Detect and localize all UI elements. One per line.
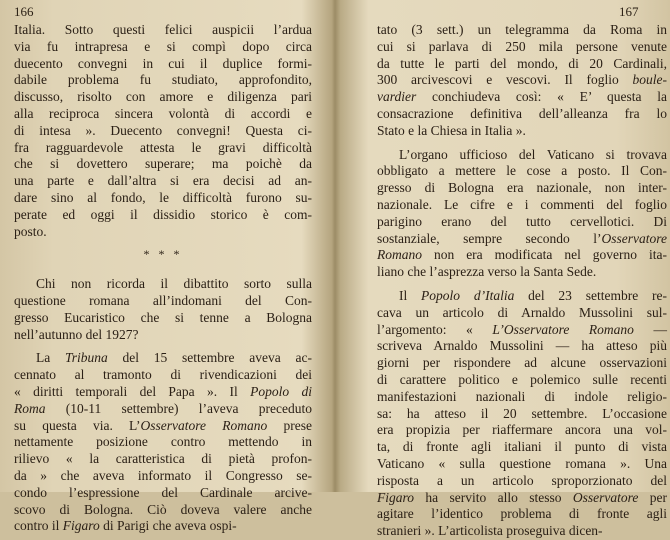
text-line [14, 468, 312, 485]
text-segment: rilievo « la caratteristica di pietà profon- [14, 451, 312, 467]
text-line [377, 123, 667, 140]
text-line: gresso Eucaristico che si tenne a Bologna [14, 309, 312, 325]
text-line [377, 305, 667, 322]
text-line [377, 89, 667, 106]
page-number: 167 [619, 4, 639, 19]
text-line [377, 197, 667, 214]
text-line [377, 247, 667, 264]
text-segment: da » che aveva informato il Congresso se- [14, 467, 312, 483]
text-line: alla reciproca sincera volontà di accordi e [14, 105, 312, 121]
text-line [377, 163, 667, 180]
text-segment: nettamente posizione contro mettendo in [14, 434, 312, 450]
right-page [338, 0, 670, 539]
text-segment: stranieri ». L’articolista proseguiva dicen- [377, 523, 603, 539]
text-segment: — [633, 321, 668, 337]
text-segment: Stato e la Chiesa in Italia ». [377, 122, 526, 138]
text-line [14, 434, 312, 451]
text-line [377, 56, 667, 73]
italic-segment: Popolo di [250, 383, 313, 399]
text-segment: 300 arcivescovi e vescovi. Il foglio [377, 72, 633, 88]
text-segment: agitare l’identico problema di fronte agli [377, 506, 667, 522]
text-segment: era propizia per riaffermare ancora una vol- [377, 422, 667, 438]
text-segment: cava un articolo di Arnaldo Mussolini sul- [377, 304, 667, 320]
italic-segment: vardier [377, 89, 417, 105]
text-line [377, 22, 667, 39]
italic-segment: Figaro [377, 489, 414, 505]
left-page [0, 0, 332, 534]
text-line [377, 523, 667, 540]
text-segment: liano che l’asprezza verso la Santa Sede. [377, 264, 597, 280]
text-segment: ha servito allo stesso [414, 489, 573, 505]
text-line [377, 473, 667, 490]
text-segment: Il [399, 287, 422, 303]
text-segment: (10-11 settembre) l’aveva preceduto [45, 400, 312, 416]
text-line [377, 389, 667, 406]
italic-segment: boule- [632, 72, 667, 88]
text-line [377, 72, 667, 89]
text-line [14, 418, 312, 435]
italic-segment: Romano [377, 247, 422, 263]
text-segment: non era modificata nel governo ita- [422, 247, 667, 263]
text-line: di intesa ». Duecento convegni! Questa ci- [14, 122, 312, 138]
text-line [377, 147, 667, 164]
text-line [14, 502, 312, 519]
text-line [14, 485, 312, 502]
text-line [377, 288, 667, 305]
italic-segment: Popolo d’Italia [421, 287, 515, 303]
text-line [377, 231, 667, 248]
text-segment: « diritti temporali del Papa ». Il [14, 383, 251, 399]
text-line [14, 350, 312, 367]
text-line: posto. [14, 223, 47, 239]
text-line: duecento convegni in cui il duplice formi- [14, 55, 312, 71]
text-segment: ta, di fronte agli italiani il punto di vista [377, 439, 667, 455]
text-line [377, 506, 667, 523]
text-line [377, 214, 667, 231]
text-segment: su questa via. L’ [14, 417, 141, 433]
text-segment: l’argomento: « [377, 321, 493, 337]
text-segment: per [638, 489, 667, 505]
text-segment: contro il [14, 518, 63, 534]
italic-segment: L’Osservatore Romano [492, 321, 634, 337]
text-line [377, 355, 667, 372]
text-segment: nazionale. Le cifre e i commenti del foglio [377, 196, 667, 212]
text-line [14, 451, 312, 468]
text-line [377, 490, 667, 507]
page-number: 166 [14, 4, 34, 19]
text-line [377, 338, 667, 355]
italic-segment: Osservatore Romano [140, 417, 268, 433]
text-line: dare sino al fondo, le difficoltà furono su- [14, 189, 312, 205]
text-segment: prese [267, 417, 312, 433]
text-line [377, 264, 667, 281]
text-line: via fu intrapresa e si compì dopo circa [14, 38, 312, 54]
text-line [377, 406, 667, 423]
text-segment: Vaticano « sulla questione romana ». Una [377, 455, 667, 471]
italic-segment: Osservatore [601, 230, 667, 246]
page-text [14, 22, 312, 535]
italic-segment: Figaro [62, 518, 100, 534]
paragraph [377, 22, 667, 140]
text-line: perate ed oggi il dissidio storico è com- [14, 206, 312, 222]
text-line: Chi non ricorda il dibattito sorto sulla [36, 276, 312, 292]
text-line [377, 322, 667, 339]
text-segment: condo l’espressione del Cardinale arcive- [14, 484, 312, 500]
text-segment: L’organo ufficioso del Vaticano si trovava [399, 146, 667, 162]
text-segment: sa: ha atteso il 20 settembre. L’occasione [377, 405, 667, 421]
text-segment: giorni per rispondere ad alcune osservazioni [377, 355, 667, 371]
text-line [377, 180, 667, 197]
text-line [377, 39, 667, 56]
text-line: dabile problema fu studiato, approfondito, [14, 72, 312, 88]
section-separator: * * * [143, 247, 183, 262]
text-segment: sostanziale, sempre secondo l’ [377, 230, 602, 246]
page-text [377, 22, 667, 540]
text-line [14, 384, 312, 401]
italic-segment: Roma [14, 400, 46, 416]
text-line [377, 422, 667, 439]
paragraph [14, 350, 312, 535]
text-segment: La [36, 350, 65, 366]
text-segment: tato (3 sett.) un telegramma da Roma in [377, 22, 667, 37]
text-segment: risposta a un articolo sproporzionato del [377, 472, 667, 488]
text-segment: scovo di Bologna. Ciò doveva valere anche [14, 501, 312, 517]
text-line: discusso, risolto con amore e diligenza pari [14, 89, 312, 105]
text-segment: di Parigi che aveva ospi- [99, 518, 237, 534]
text-line [14, 518, 312, 535]
paragraph [377, 147, 667, 281]
text-line: Italia. Sotto questi felici auspicii l’ardua [14, 22, 312, 37]
text-line: questione romana all’indomani del Con- [14, 292, 312, 308]
text-line [377, 439, 667, 456]
text-segment: manifestazioni nazionali di indole religio- [377, 388, 667, 404]
paragraph [377, 288, 667, 540]
text-segment: da tutte le parti del mondo, di 20 Cardinali, [377, 55, 667, 71]
text-line: una parte e dall’altra si era decisi ad an- [14, 173, 312, 189]
text-line: che si dovettero superare; ma poichè da [14, 156, 312, 172]
text-segment: del 23 settembre re- [514, 287, 667, 303]
paragraph [14, 276, 312, 343]
text-line [14, 401, 312, 418]
text-segment: cui si parlava di 250 mila persone venute [377, 38, 667, 54]
text-line [377, 372, 667, 389]
italic-segment: Osservatore [572, 489, 639, 505]
text-segment: consacrazione definitiva dell’alleanza fra lo [377, 105, 667, 121]
text-segment: obbligato a mettere le cose a posto. Il Con- [377, 163, 667, 179]
text-segment: gresso di Bologna era nazionale, non inter- [377, 180, 667, 196]
text-segment: conchiudeva così: « E’ questa la [416, 89, 667, 105]
paragraph [14, 22, 312, 240]
italic-segment: Tribuna [65, 350, 108, 366]
text-segment: cennato al tramonto di rivendicazioni dei [14, 367, 312, 383]
text-line [14, 367, 312, 384]
text-line: nell’autunno del 1927? [14, 326, 139, 342]
text-segment: del 15 settembre aveva ac- [107, 350, 312, 366]
text-line: fra ragguardevole attesta le gravi difficoltà [14, 139, 312, 155]
text-line [377, 456, 667, 473]
text-line [377, 106, 667, 123]
text-segment: scriveva Arnaldo Mussolini — ha atteso più [377, 338, 667, 354]
text-segment: di carattere politico e polemico sulle recenti [377, 371, 667, 387]
text-segment: parigino erano del tutto cervellotici. Di [377, 213, 667, 229]
